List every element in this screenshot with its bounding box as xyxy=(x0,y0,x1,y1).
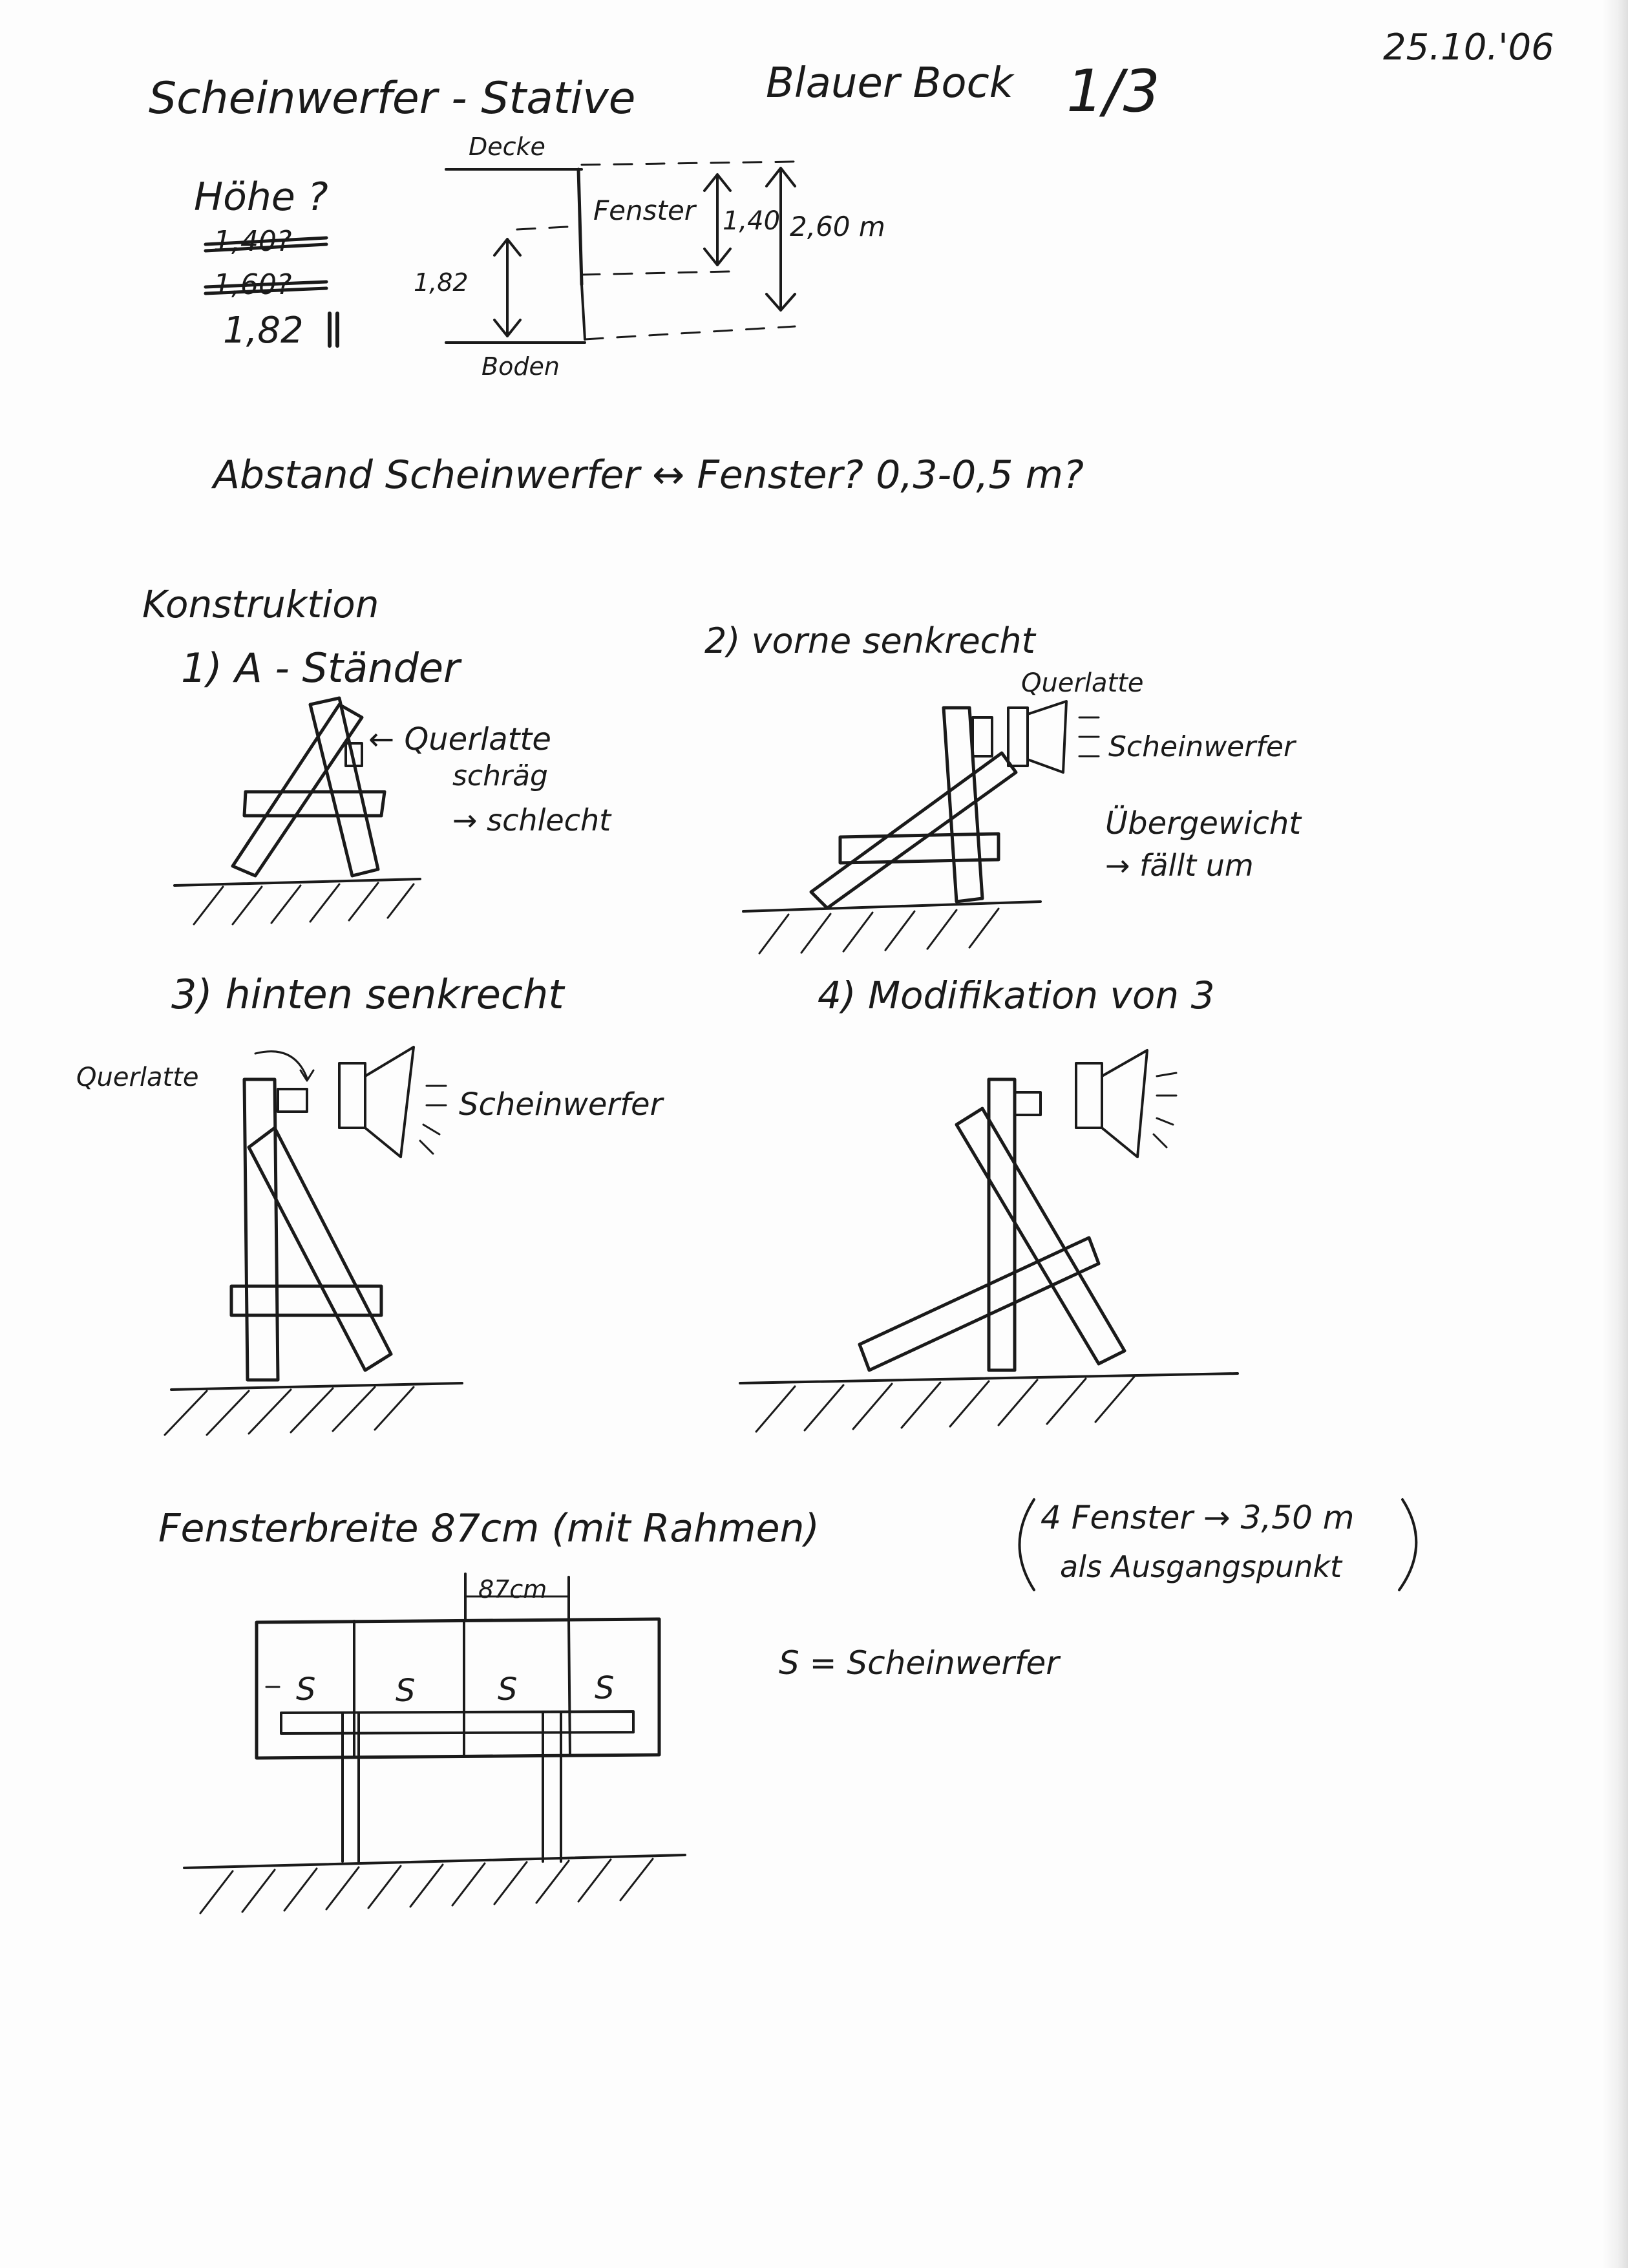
height-answer: 1,82 xyxy=(223,310,304,352)
variant-2-note-2: Scheinwerfer xyxy=(1108,730,1295,763)
variant-1-note-3: → schlecht xyxy=(452,803,611,838)
answer-underline xyxy=(330,313,337,346)
variant-3-title: 3) hinten senkrecht xyxy=(171,971,564,1018)
window-front-view xyxy=(184,1574,685,1913)
variant-2-note-4: → fällt um xyxy=(1105,848,1254,883)
pane-label-3: S xyxy=(498,1671,518,1708)
scheinwerfer-legend: S = Scheinwerfer xyxy=(779,1644,1059,1682)
note-bracket-left xyxy=(1020,1500,1035,1590)
variant-4-sketch xyxy=(740,1050,1238,1432)
construction-heading: Konstruktion xyxy=(142,582,379,626)
variant-2-note-1: Querlatte xyxy=(1021,668,1144,698)
floor-label: Boden xyxy=(481,352,560,381)
variant-1-note-2: schräg xyxy=(452,759,548,792)
room-height: 2,60 m xyxy=(790,211,885,242)
variant-2-sketch xyxy=(743,701,1099,953)
pane-label-2: S xyxy=(396,1673,416,1709)
ceiling-label: Decke xyxy=(469,132,545,161)
height-question: Höhe ? xyxy=(194,175,328,220)
pane-label-4: S xyxy=(595,1670,615,1706)
note-bracket-right xyxy=(1399,1500,1416,1590)
variant-4-title: 4) Modifikation von 3 xyxy=(818,973,1215,1017)
variant-3-note-1: Querlatte xyxy=(76,1063,199,1092)
elevation-diagram xyxy=(414,132,885,381)
variant-1-title: 1) A - Ständer xyxy=(181,644,460,692)
height-struck-1: 1,40? xyxy=(213,225,292,258)
distance-question: Abstand Scheinwerfer ↔ Fenster? 0,3-0,5 m? xyxy=(213,452,1084,498)
date: 25.10.'06 xyxy=(1383,26,1554,69)
window-height: 1,40 xyxy=(723,206,781,236)
variant-3-sketch xyxy=(165,1047,462,1435)
location: Blauer Bock xyxy=(766,59,1013,107)
height-struck-2: 1,60? xyxy=(213,268,292,301)
page-number: 1/3 xyxy=(1066,58,1160,125)
sill-height: 1,82 xyxy=(414,268,469,297)
variant-2-title: 2) vorne senkrecht xyxy=(704,620,1035,661)
variant-2-note-3: Übergewicht xyxy=(1105,805,1302,842)
variant-1-note-1: ← Querlatte xyxy=(368,721,551,758)
title: Scheinwerfer - Stative xyxy=(149,73,636,124)
window-count-note: 4 Fenster → 3,50 m xyxy=(1041,1499,1355,1536)
window-width-label: Fensterbreite 87cm (mit Rahmen) xyxy=(158,1506,819,1551)
window-count-note-2: als Ausgangspunkt xyxy=(1060,1549,1342,1584)
variant-3-note-2: Scheinwerfer xyxy=(459,1086,663,1123)
pane-dimension: 87cm xyxy=(478,1575,547,1604)
window-label: Fenster xyxy=(593,195,696,226)
pane-label-1: S xyxy=(296,1671,316,1708)
